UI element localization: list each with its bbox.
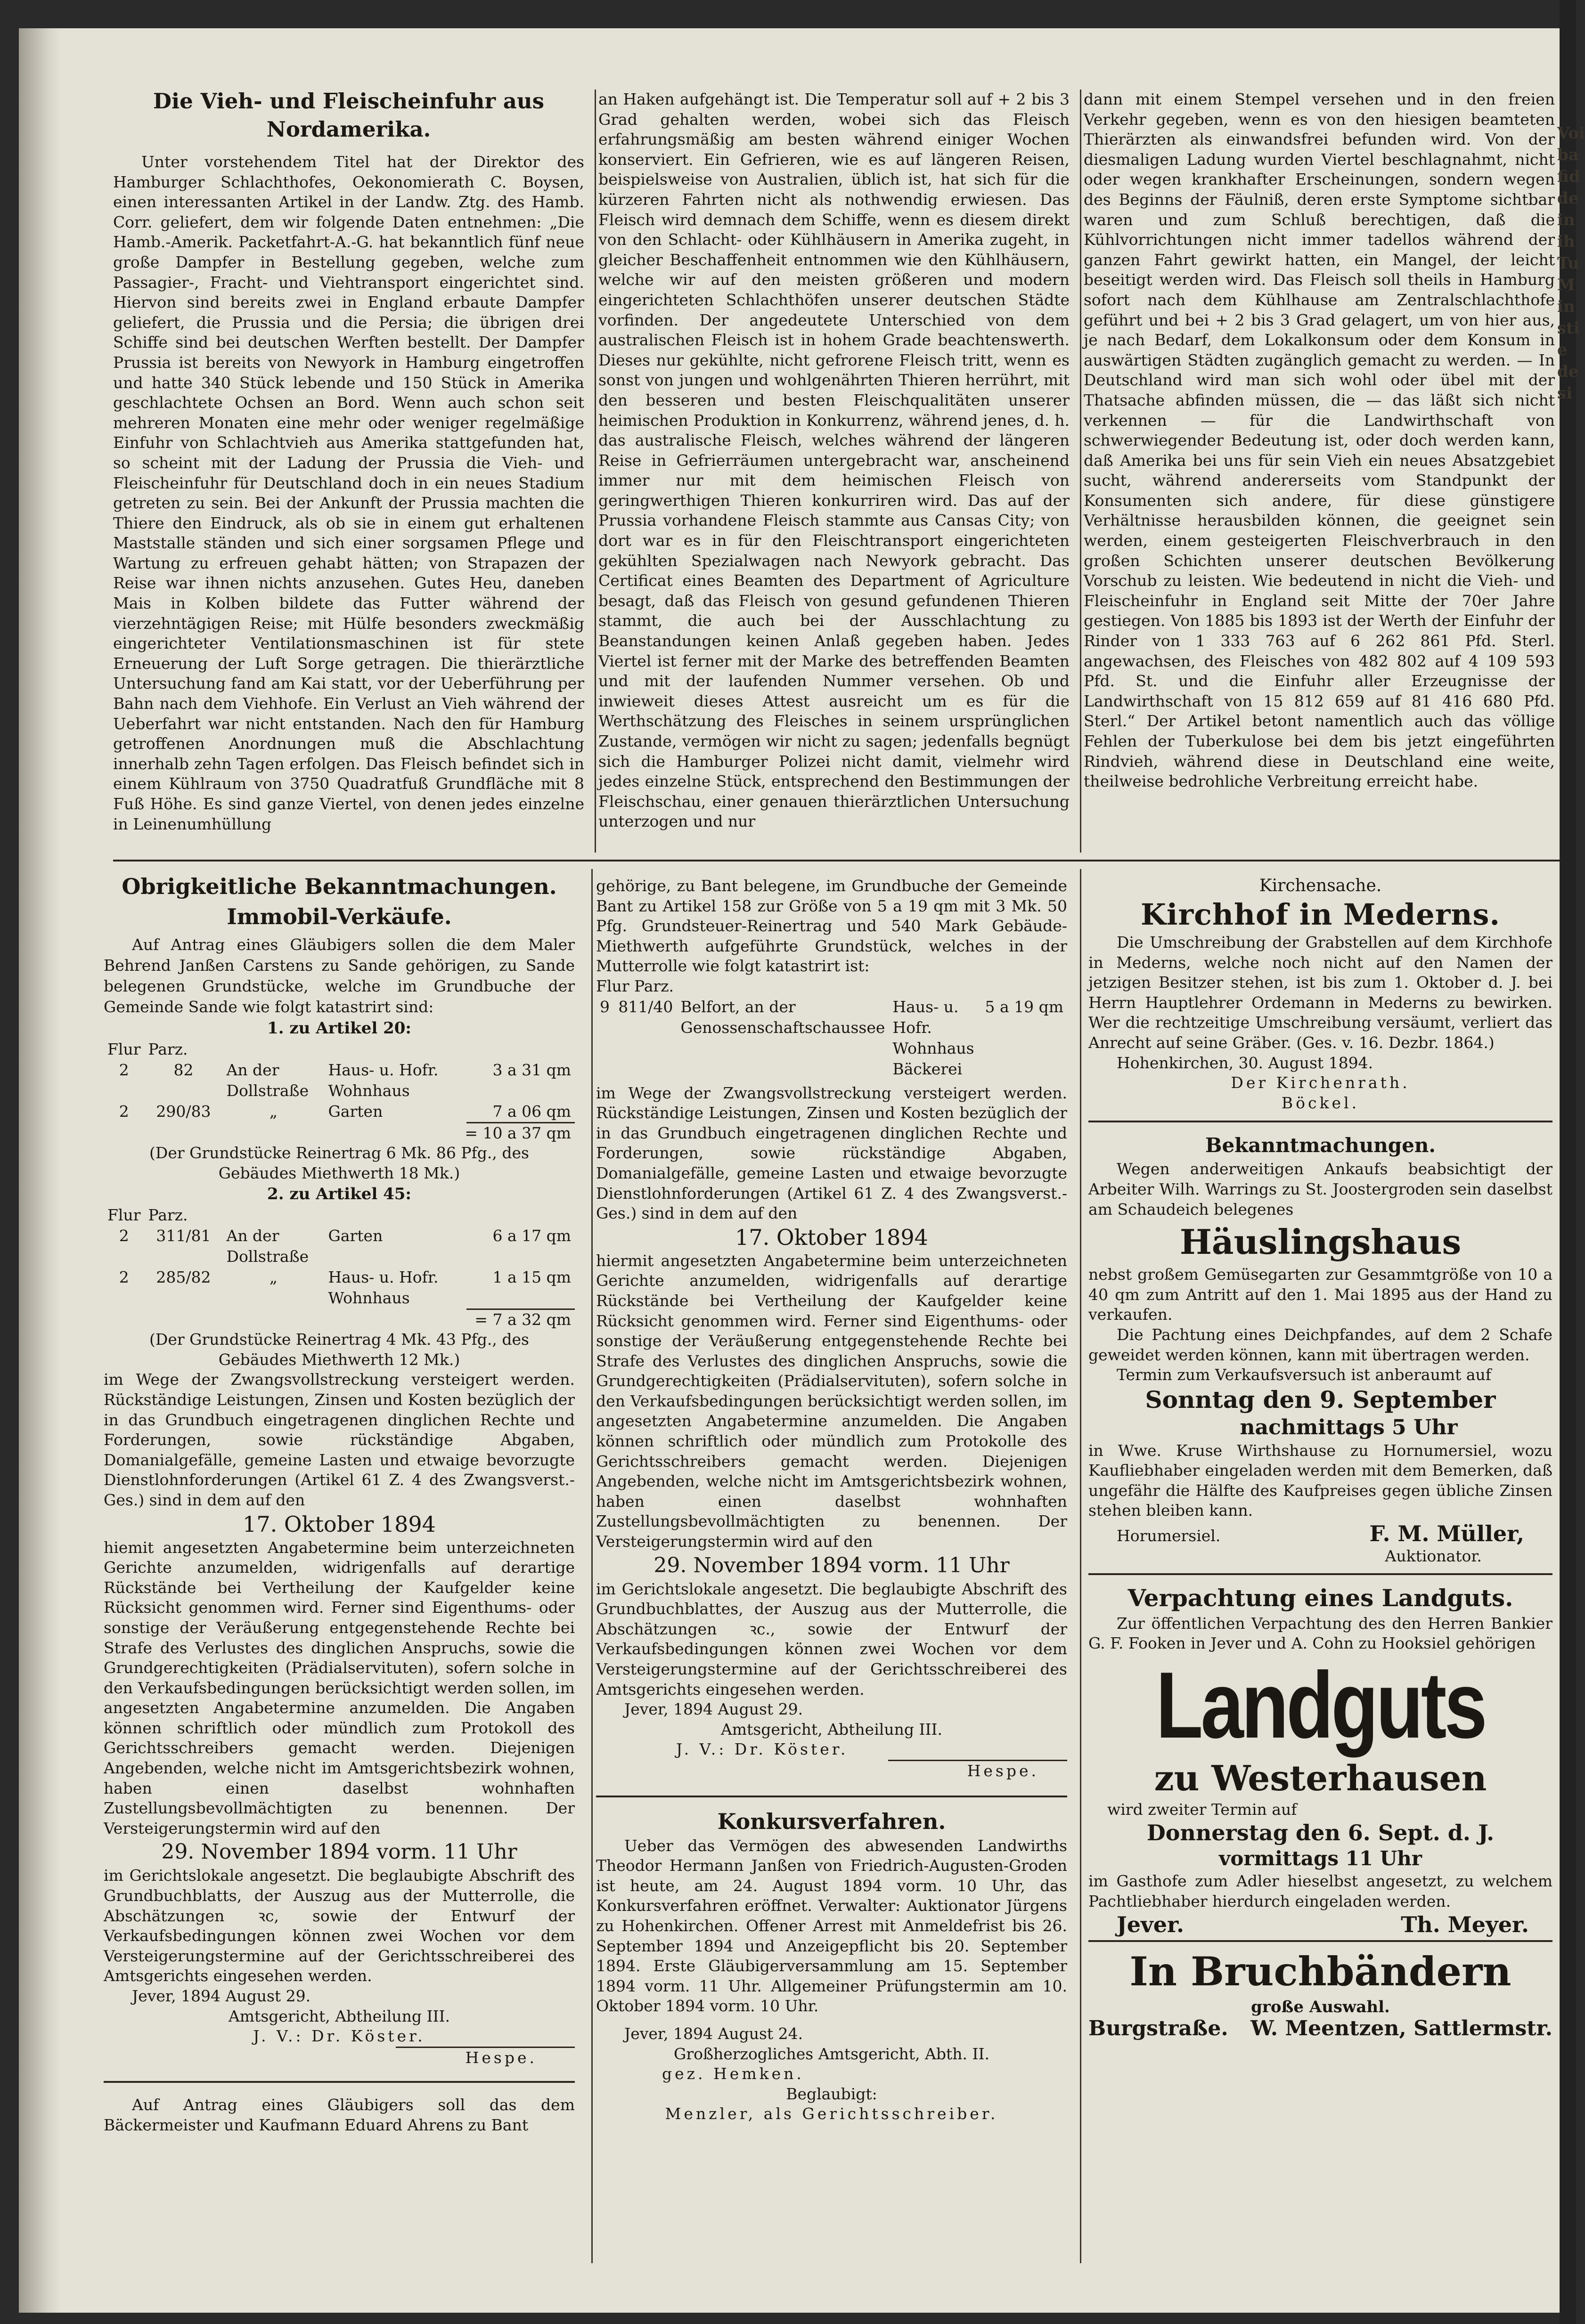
ad-kirchen-label: Kirchensache. [1259,876,1382,895]
notice-place-date: Jever, 1894 August 29. [624,1700,803,1719]
ad-haus-body: Die Pachtung eines Deichpfandes, auf dem 2 Schafe geweidet werden können, kann mit übertragen werden. [1088,1325,1552,1364]
lot-total: = 7 a 32 qm [474,1310,571,1329]
ad-pacht-date: Donnerstag den 6. Sept. d. J. [1146,1820,1495,1846]
notice-court: Amtsgericht, Abtheilung III. [228,2007,450,2025]
official-notices-column-2 [596,876,1067,2270]
col-header-flur: Flur [107,1040,141,1058]
ad-divider [1088,1121,1552,1122]
notice-date-1: 17. Oktober 1894 [243,1511,436,1537]
article-paragraph: dann mit einem Stempel versehen und in den freien Verkehr gegeben, wenn es von den hiesigen beamteten Thierärzten als einwandsfrei befunden wird. Von der diesmaligen Ladung wurden Viertel beschlagnahmt, nicht oder wegen krankhafter Erscheinungen, sondern wegen des Beginns der Fäulniß, deren erste Symptome sichtbar waren und zum Schluß berechtigen, daß die Kühlvorrichtungen nicht immer tadellos während der ganzen Fahrt gewirkt hatten, ein Mangel, der leicht beseitigt werden wird. Das Fleisch soll theils in Hamburg sofort nach dem Kühlhause am Zentralschlachthofe geführt und bei + 2 bis 3 Grad gelagert, um von hier aus, je nach Bedarf, dem Lokalkonsum oder dem Konsum in auswärtigen Städten zugänglich gemacht zu werden. — In Deutschland wird man sich wohl oder übel mit der Thatsache abfinden müssen, die — das läßt sich nicht verkennen — für die Landwirthschaft von schwerwiegender Bedeutung ist, oder doch werden kann, daß Amerika bei uns für sein Vieh ein neues Absatzgebiet sucht, während andererseits vom Standpunkt der Konsumenten sich andere, für diese günstigere Verhältnisse herausbilden können, die geeignet sein werden, einem gesteigerten Fleischverbrauch in den großen Schichten unserer deutschen Bevölkerung Vorschub zu leisten. Wie bedeutend in nicht die Vieh- und Fleischeinfuhr in England seit Mitte der 70er Jahre gestiegen. Von 1885 bis 1893 ist der Werth der Einfuhr der Rinder von 1 333 763 auf 6 262 861 Pfd. Sterl. angewachsen, des Fleisches von 482 802 auf 4 109 593 Pfd. St. und die Einfuhr aller Erzeugnisse der Landwirthschaft von 15 812 659 auf 81 416 680 Pfd. Sterl.“ Der Artikel betont namentlich auch das völlige Fehlen der Tuberkulose bei dem bis jetzt eingeführten Rindvieh, während diese in Deutschland eine weite, theilweise bedrohliche Verbreitung erreicht habe. [1084,90,1555,791]
section-heading: Obrigkeitliche Bekanntmachungen. [122,874,557,899]
column-rule [1080,869,1081,2263]
ad-termin-time: nachmittags 5 Uhr [1240,1415,1458,1439]
ad-kirchen-sign-name: Böckel. [1281,1093,1360,1112]
notice-date-2: 29. November 1894 vorm. 11 Uhr [161,1840,517,1864]
page-binding-shadow [19,28,61,2313]
ad-termin-role: Auktionator. [1385,1547,1482,1566]
col-header-parz: Parz. [148,1040,188,1058]
ad-haus-title: Häuslingshaus [1179,1222,1462,1262]
notice-body: im Wege der Zwangsvollstreckung versteigert werden. Rückständige Leistungen, Zinsen und Kosten bezüglich der in das Grundbuch eingetragenen dinglichen Rechte und Forderungen, sowie rückständige Abgaben, Domanialgefälle, gemeine Lasten und etwaige bevorzugte Dienstlohnforderungen (Artikel 61 Z. 4 des Zwangsverst.-Ges.) sind in dem auf den [596,1083,1067,1223]
notice-intro: Auf Antrag eines Gläubigers sollen die dem Maler Behrend Janßen Carstens zu Sande gehörigen, zu Sande belegenen Grundstücke, welche im Grundbuche der Gemeinde Sande wie folgt katastrirt sind: [104,935,575,1016]
ad-pacht-time: vormittags 11 Uhr [1219,1847,1422,1870]
article-paragraph: an Haken aufgehängt ist. Die Temperatur soll auf + 2 bis 3 Grad gehalten werden, wobei sich das Fleisch erfahrungsmäßig am besten während einiger Wochen konserviert. Ein Gefrieren, wie es auf längeren Reisen, beispielsweise von Australien, üblich ist, hat sich für die kürzeren Fahrten nicht als nothwendig erwiesen. Das Fleisch wird demnach dem Schiffe, wenn es diesem direkt von den Schlacht- oder Kühlhäusern in Amerika zugeht, in gleicher Beschaffenheit entnommen wie den Kühlhäusern, welche wir auf den meisten größeren und modern eingerichteten Schlachthöfen unserer deutschen Städte vorfinden. Der angedeutete Unterschied von dem australischen Fleisch ist in hohem Grade beachtenswerth. Dieses nur gekühlte, nicht gefrorene Fleisch tritt, wenn es sonst von jungen und wohlgenährten Thieren herrührt, mit den besseren und besten Fleischqualitäten unserer heimischen Produktion in Konkurrenz, während jenes, d. h. das australische Fleisch, welches während der längeren Reise in Gefrierräumen untergebracht war, anscheinend immer nur mit dem heimischen Fleisch von geringwerthigen Thieren konkurriren wird. Das auf der Prussia vorhandene Fleisch stammte aus Cansas City; von dort war es in für den Fleischtransport eingerichteten gekühlten Spezialwagen nach Newyork gebracht. Das Certificat eines Beamten des Department of Agriculture besagt, daß das Fleisch von gesund gefundenen Thieren stammt, die auch bei der Ausschlachtung zu Beanstandungen keinen Anlaß gegeben haben. Jedes Viertel ist ferner mit der Marke des betreffenden Beamten und mit der laufenden Nummer versehen. Ob und inwieweit dieses Attest ausreicht um es für die Werthschätzung des Fleisches in seinem ursprünglichen Zustande, vermögen wir nicht zu sagen; jedenfalls begnügt sich die Hamburger Polizei nicht damit, vielmehr wird jedes einzelne Stück, entsprechend den Bestimmungen der Fleischschau, einer genauen thierärztlichen Untersuchung unterzogen und nur [598,90,1070,831]
edge-column-fragments [1557,122,1585,1017]
lot-table-2: Flur Parz. 2 311/81 An der Dollstraße Garten 6 a 17 qm 2 285/82 „ Haus- u. Hofr. Wohnhaus 1 a 15 qm [104,1205,575,1308]
ad-pacht-sign: Th. Meyer. [1401,1911,1529,1937]
ad-termin-date: Sonntag den 9. September [1145,1385,1496,1414]
ad-haus-sub: nebst großem Gemüsegarten zur Gesammtgröße von 10 a 40 qm zum Antritt auf den 1. Mai 1895 aus der Hand zu verkaufen. [1088,1265,1552,1324]
article-paragraph: Unter vorstehendem Titel hat der Direktor des Hamburger Schlachthofes, Oekonomierath C. Boysen, einen interessanten Artikel in der Landw. Ztg. des Hamb. Corr. geliefert, dem wir folgende Daten entnehmen: „Die Hamb.-Amerik. Packetfahrt-A.-G. hat bekanntlich fünf neue große Dampfer in Bestellung gegeben, welche zum Passagier-, Fracht- und Viehtransport eingerichtet sind. Hiervon sind bereits zwei in England erbaute Dampfer geliefert, die Prussia und die Persia; die übrigen drei Schiffe sind bei deutschen Werften bestellt. Der Dampfer Prussia ist bereits von Newyork in Hamburg eingetroffen und hatte 340 Stück lebende und 150 Stück in Amerika geschlachtete Ochsen an Bord. Wenn auch schon seit mehreren Monaten eine mehr oder weniger regelmäßige Einfuhr von Schlachtvieh aus Amerika stattgefunden hat, so scheint mit der Ladung der Prussia die Vieh- und Fleischeinfuhr für Deutschland doch in ein neues Stadium getreten zu sein. Bei der Ankunft der Prussia machten die Thiere den Eindruck, als ob sie in einem gut erhaltenen Maststalle ständen und sich einer sorgsamen Pflege und Wartung zu erfreuen gehabt hätten; von Strapazen der Reise war ihnen nichts anzusehen. Gutes Heu, daneben Mais in Kolben bildete das Futter während der vierzehntägigen Reise; mit Hülfe besonders zweckmäßig eingerichteter Ventilationsmaschinen ist für stete Erneuerung der Luft Sorge getragen. Die thierärztliche Untersuchung fand am Kai statt, vor der Ueberführung per Bahn nach dem Viehhofe. Ein Verlust an Vieh während der Ueberfahrt war nicht entstanden. Nach den für Hamburg getroffenen Anordnungen muß die Abschlachtung innerhalb zehn Tagen erfolgen. Das Fleisch befindet sich in einem Kühlraum von 3750 Quadratfuß Grundfläche mit 8 Fuß Höhe. Es sind ganze Viertel, von denen jedes einzelne in Leinenumhüllung [113,153,584,833]
notice-body: hiermit angesetzten Angabetermine beim unterzeichneten Gerichte anzumelden, widrigenfalls auf derartige Rückstände bei Vertheilung der Kaufgelder keine Rücksicht genommen wird. Ferner sind Eigenthums- oder sonstige der Veräußerung entgegenstehende Rechte bei Strafe des Verlustes des dinglichen Anspruchs, sowie die Grundgerechtigkeiten (Prädialservituten), sofern solche in den Verkaufsbedingungen berücksichtigt werden sollen, im angesetzten Angabetermine anzumelden. Die Angaben können schriftlich oder mündlich zum Protokolle des Gerichtsschreibers gemacht werden. Diejenigen Angebenden, welche nicht im Amtsgerichtsbezirk wohnen, haben einen daselbst wohnhaften Zustellungsbevollmächtigten zu benennen. Der Versteigerungstermin wird auf den [596,1251,1067,1551]
article-column-2 [598,89,1070,855]
article-lot-title: 1. zu Artikel 20: [267,1019,411,1038]
notice-divider [104,2081,575,2083]
ad-bruch-place: Burgstraße. [1088,2016,1228,2040]
ad-bruch-title: In Bruchbändern [1129,1948,1511,1995]
ad-termin-intro: Termin zum Verkaufsversuch ist anberaumt auf [1117,1365,1492,1384]
ad-termin-place: Horumersiel. [1117,1527,1221,1545]
ad-pacht-title: Verpachtung eines Landguts. [1127,1584,1513,1612]
konkurs-place-date: Jever, 1894 August 24. [624,2024,803,2043]
column-rule [1080,89,1081,853]
konkurs-signed: gez. Hemken. [662,2064,804,2083]
notice-signature: J. V.: Dr. Köster. [676,1740,849,1759]
ad-westerhausen: zu Westerhausen [1154,1758,1487,1799]
konkurs-clerk: Menzler, als Gerichtsschreiber. [665,2105,998,2123]
column-rule [591,869,593,2263]
ad-bruch-sign: W. Meentzen, Sattlermstr. [1250,2016,1552,2040]
notice-signature: J. V.: Dr. Köster. [253,2027,425,2046]
lot-total: = 10 a 37 qm [465,1124,571,1142]
ad-divider [1088,1573,1552,1575]
column-rule [595,89,596,853]
ad-bek-intro: Wegen anderweitigen Ankaufs beabsichtigt der Arbeiter Wilh. Warrings zu St. Joostergroden sein daselbst am Schaudeich belegenes [1088,1160,1552,1219]
article-lot-title: 2. zu Artikel 45: [267,1185,411,1204]
konkurs-beglaubigt: Beglaubigt: [786,2084,877,2103]
clipped-text: Voi ba fid de in ih Tu M in sti e de si [1557,124,1585,403]
ad-pacht-intro: Zur öffentlichen Verpachtung des den Herren Bankier G. F. Fooken in Jever und A. Cohn zu Hooksiel gehörigen [1088,1614,1552,1653]
notice-body: im Wege der Zwangsvollstreckung versteigert werden. Rückständige Leistungen, Zinsen und Kosten bezüglich der in das Grundbuch eingetragenen dinglichen Rechte und Forderungen, sowie rückständige Abgaben, Domanialgefälle, gemeine Lasten und etwaige bevorzugte Dienstlohnforderungen (Artikel 61 Z. 4 des Zwangsverst.-Ges.) sind in dem auf den [104,1370,575,1509]
ad-kirchen-body: Die Umschreibung der Grabstellen auf dem Kirchhofe in Mederns, welche noch nicht auf den Namen der jetzigen Besitzer stehen, ist bis zum 1. Oktober d. J. bei Herrn Hauptlehrer Ordemann in Mederns zu bewirken. Wer die rechtzeitige Umschreibung versäumt, verliert das Anrecht auf seine Gräber. (Ges. v. 16. Dezbr. 1864.) [1088,933,1552,1052]
table-row: 9 811/40 Belfort, an der Genossenschaftschaussee Haus- u. Hofr. Wohnhaus Bäckerei 5 a 19 qm [600,997,1063,1078]
notice-place-date: Jever, 1894 August 29. [132,1987,311,2005]
notice-date-1: 17. Oktober 1894 [735,1224,928,1250]
notice-court: Amtsgericht, Abtheilung III. [720,1720,943,1739]
table-row: 2 290/83 „ Garten 7 a 06 qm [119,1102,571,1121]
ad-kirchen-date: Hohenkirchen, 30. August 1894. [1117,1053,1373,1072]
lot-table-3 [596,997,1067,1080]
lot-table-1 [104,1039,575,1122]
section-subheading: Immobil-Verkäufe. [227,904,452,929]
ad-pacht-place: Jever. [1117,1911,1185,1937]
ad-kirchen-title: Kirchhof in Mederns. [1141,897,1500,932]
notice-signature-2: Hespe. [888,1760,1067,1781]
table-row: 2 311/81 An der Dollstraße Garten 6 a 17 qm [119,1227,571,1266]
konkurs-heading: Konkursverfahren. [717,1808,946,1834]
notice-intro: Auf Antrag eines Gläubigers soll das dem Bäckermeister und Kaufmann Eduard Ahrens zu Bant [104,2096,575,2134]
ad-termin-body: in Wwe. Kruse Wirthshause zu Hornumersiel, wozu Kaufliebhaber eingeladen werden mit dem Bemerken, daß ungefähr die Hälfte des Kaufpreises gegen übliche Zinsen stehen bleiben kann. [1088,1441,1552,1520]
lot-note: (Der Grundstücke Reinertrag 4 Mk. 43 Pfg., des Gebäudes Miethwerth 12 Mk.) [149,1330,529,1369]
notice-divider [596,1796,1067,1797]
ad-landguts: Landguts [1156,1652,1485,1758]
table-row: 2 82 An der Dollstraße Haus- u. Hofr. Wohnhaus 3 a 31 qm [119,1061,571,1100]
notice-intro: gehörige, zu Bant belegene, im Grundbuche der Gemeinde Bant zu Artikel 158 zur Größe von 5 a 19 qm mit 3 Mk. 50 Pfg. Grundsteuer-Reinertrag und 540 Mark Gebäude-Miethwerth aufgeführte Grundstück, welches in der Mutterrolle wie folgt katastrirt ist: [596,877,1067,975]
table-row: 2 285/82 „ Haus- u. Hofr. Wohnhaus 1 a 15 qm [119,1268,571,1308]
ad-pacht-termin: wird zweiter Termin auf [1107,1800,1297,1819]
lot-table-header: Flur Parz. [596,976,674,995]
notice-body: im Gerichtslokale angesetzt. Die beglaubigte Abschrift des Grundbuchblattes, der Auszug aus der Mutterrolle, die Abschätzungen ꝛc., sowie der Entwurf der Verkaufsbedingungen können zwei Wochen vor dem Versteigerungstermine auf der Gerichtsschreiberei des Amtsgerichts eingesehen werden. [596,1579,1067,1698]
ad-bruch-sub: große Auswahl. [1251,1997,1390,2016]
lot-note: (Der Grundstücke Reinertrag 6 Mk. 86 Pfg., des Gebäudes Miethwerth 18 Mk.) [149,1144,529,1182]
konkurs-court: Großherzogliches Amtsgericht, Abth. II. [673,2044,990,2063]
article-column-1 [113,87,584,855]
ad-bek-title: Bekanntmachungen. [1205,1134,1436,1157]
article-title: Die Vieh- und Fleischeinfuhr aus Nordamerika. [153,89,544,142]
notice-signature-2: Hespe. [396,2047,575,2068]
notice-body: im Gerichtslokale angesetzt. Die beglaubigte Abschrift des Grundbuchblatts, der Auszug aus der Mutterrolle, die Abschätzungen ꝛc, sowie der Entwurf der Verkaufsbedingungen können zwei Wochen vor dem Versteigerungstermine auf der Gerichtsschreiberei des Amtsgerichts eingesehen werden. [104,1866,575,1985]
section-divider [113,860,1560,861]
notice-body: hiemit angesetzten Angabetermine beim unterzeichneten Gerichte anzumelden, widrigenfalls auf derartige Rückstände bei Vertheilung der Kaufgelder keine Rücksicht genommen wird. Ferner sind Eigenthums- oder sonstige der Veräußerung entgegenstehende Rechte bei Strafe des Verlustes des dinglichen Anspruchs, sowie die Grundgerechtigkeiten (Prädialservituten), sofern solche in den Verkaufsbedingungen berücksichtigt werden sollen, im angesetzten Angabetermine anzumelden. Die Angaben können schriftlich oder mündlich zum Protokoll des Gerichtsschreibers gemacht werden. Diejenigen Angebenden, welche nicht im Amtsgerichtsbezirk wohnen, haben einen daselbst wohnhaften Zustellungsbevollmächtigten zu benennen. Der Versteigerungstermin wird auf den [104,1538,575,1837]
ad-kirchen-sign: Der Kirchenrath. [1231,1073,1410,1092]
ad-pacht-body: im Gasthofe zum Adler hieselbst angesetzt, zu welchem Pachtliebhaber hierdurch eingeladen werden. [1088,1872,1552,1911]
ad-termin-sign: F. M. Müller, [1369,1521,1524,1547]
article-column-3 [1084,89,1555,831]
konkurs-body: Ueber das Vermögen des abwesenden Landwirths Theodor Hermann Janßen von Friedrich-Augusten-Groden ist heute, am 24. August 1894 vorm. 10 Uhr, das Konkursverfahren eröffnet. Verwalter: Auktionator Jürgens zu Hohenkirchen. Offener Arrest mit Anmeldefrist bis 26. September 1894 und Anzeigepflicht bis 20. September 1894. Erste Gläubigerversammlung am 15. September 1894 vorm. 11 Uhr. Allgemeiner Prüfungstermin am 10. Oktober 1894 vorm. 10 Uhr. [596,1836,1067,2015]
official-notices-column [104,871,575,2270]
advertisements-column [1088,875,1552,2269]
notice-date-2: 29. November 1894 vorm. 11 Uhr [654,1553,1010,1577]
